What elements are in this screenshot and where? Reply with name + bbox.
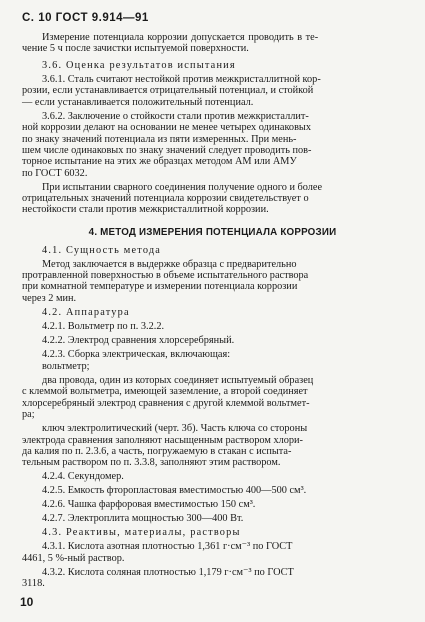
text-line: 4.2.1. Вольтметр по п. 3.2.2.: [42, 320, 165, 332]
text-line: ра;: [22, 409, 35, 421]
text-line: ной коррозии делают на основании не менее четырех одинаковых: [22, 122, 311, 134]
text-line: два провода, один из которых соединяет испытуемый образец: [42, 375, 314, 386]
text-line: тельным раствором по п. 3.3.8, заполняют этим раствором.: [22, 457, 281, 469]
text-line: Измерение потенциала коррозии допускается проводить в те-: [42, 32, 319, 43]
text-line: чение 5 ч после зачистки испытуемой поверхности.: [22, 43, 249, 55]
text-line: При испытании сварного соединения получение одного и более: [42, 181, 323, 193]
text-line: 4.2.6. Чашка фарфоровая вместимостью 150 см³.: [42, 499, 256, 511]
text-line: да калия по п. 2.3.6, а часть, погружаемую в стакан с испыта-: [22, 445, 292, 457]
page-header: С. 10 ГОСТ 9.914—91: [22, 12, 149, 24]
text-line: Метод заключается в выдержке образца с предварительно: [42, 258, 297, 270]
text-line: протравленной поверхностью в объеме испытательного раствора: [22, 270, 309, 281]
text-line: 3.6.2. Заключение о стойкости стали против межкристаллит-: [42, 110, 309, 122]
text-line: 4.2.5. Емкость фторопластовая вместимостью 400—500 см³.: [42, 485, 307, 497]
subsection-title: 4.3. Реактивы, материалы, растворы: [42, 527, 241, 539]
text-line: 4.3.1. Кислота азотная плотностью 1,361 г·см⁻³ по ГОСТ: [42, 541, 293, 553]
text-line: розии, если устанавливается отрицательный потенциал, и стойкой: [22, 85, 314, 97]
text-line: 4.2.2. Электрод сравнения хлорсеребряный.: [42, 334, 235, 346]
subsection-title: 4.1. Сущность метода: [42, 244, 162, 256]
text-line: вольтметр;: [42, 361, 90, 372]
text-line: отрицательных значений потенциала коррозии свидетельствует о: [22, 193, 309, 204]
text-line: 3118.: [22, 578, 45, 589]
text-line: торное испытание на этих же образцах методом АМ или АМУ: [22, 156, 297, 168]
text-line: по ГОСТ 6032.: [22, 167, 88, 179]
text-line: 4.3.2. Кислота соляная плотностью 1,179 г·см⁻³ по ГОСТ: [42, 566, 294, 578]
text-line: хлорсеребряный электрод сравнения с другой клеммой вольтмет-: [22, 397, 310, 409]
text-line: ключ электролитический (черт. 3б). Часть ключа со стороны: [42, 423, 308, 435]
text-line: с клеммой вольтметра, имеющей заземление, а второй соединяет: [22, 386, 308, 398]
text-line: нестойкости стали против межкристаллитной коррозии.: [22, 204, 269, 216]
text-line: 4.2.4. Секундомер.: [42, 471, 124, 483]
text-line: — если устанавливается положительный потенциал.: [22, 96, 254, 108]
subsection-title: 3.6. Оценка результатов испытания: [42, 60, 236, 71]
text-line: 4.2.3. Сборка электрическая, включающая:: [42, 348, 231, 360]
page-number: 10: [20, 595, 34, 609]
subsection-title: 4.2. Аппаратура: [42, 306, 130, 318]
text-line: по знаку значений потенциала из пяти измеренных. При мень-: [22, 133, 297, 145]
text-line: электрода сравнения заполняют насыщенным раствором хлори-: [22, 434, 303, 446]
text-line: при комнатной температуре и измерении потенциала коррозии: [22, 281, 298, 293]
text-line: 4461, 5 %-ный раствор.: [22, 552, 125, 564]
text-line: 3.6.1. Сталь считают нестойкой против межкристаллитной кор-: [42, 74, 321, 85]
text-line: 4.2.7. Электроплита мощностью 300—400 Вт.: [42, 513, 244, 525]
text-line: через 2 мин.: [22, 292, 77, 304]
section-heading: 4. МЕТОД ИЗМЕРЕНИЯ ПОТЕНЦИАЛА КОРРОЗИИ: [88, 227, 337, 239]
text-line: шем числе одинаковых по знаку значений следует проводить пов-: [22, 144, 312, 156]
